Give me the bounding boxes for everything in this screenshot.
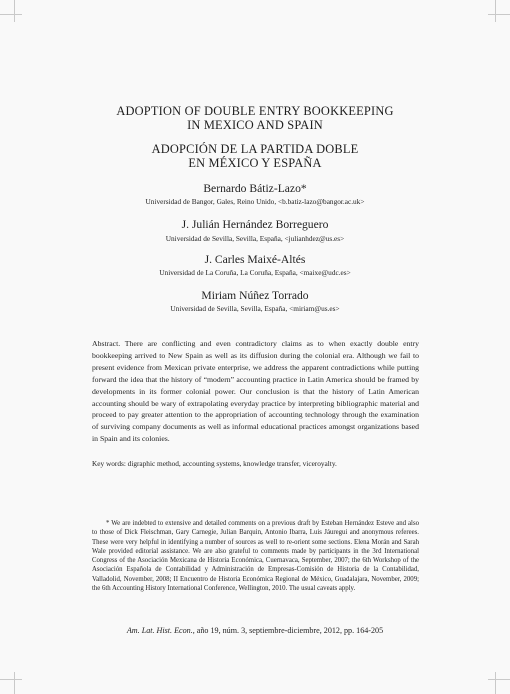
author-name: J. Carles Maixé-Altés xyxy=(204,253,306,266)
title-line: ADOPCIÓN DE LA PARTIDA DOBLE xyxy=(151,142,359,156)
crop-mark xyxy=(14,672,15,694)
title-spanish xyxy=(60,142,450,170)
author-name: Miriam Núñez Torrado xyxy=(201,289,309,302)
author-affiliation: Universidad de Sevilla, Sevilla, España, <julianhdez@us.es> xyxy=(165,234,345,243)
title-line: IN MEXICO AND SPAIN xyxy=(187,118,323,132)
footnote: * We are indebted to extensive and detailed comments on a previous draft by Esteban Hernández Esteve and also to those of Dick Fleischman, Gary Carnegie, Julian Barquin, Antonio Ibarra, Luis Jáuregui and anonymous referees. These were very helpful in identifying a number of sources as well to re-orient some sections. Elena Morán and Sarah Wale provided editorial assistance. We are also grateful to comments made by participants in the 3rd International Congress of the Asociación Mexicana de Historia Económica, Cuernavaca, September, 2007; the 6th Workshop of the Asociación Española de Contabilidad y Administración de Empresas-Comisión de Historia de la Contabilidad, Valladolid, November, 2008; II Encuentro de Historia Económica Regional de México, Guadalajara, November, 2009; the 6th Accounting History International Conference, Wellington, 2010. The usual caveats apply. xyxy=(92,520,419,593)
crop-mark xyxy=(495,0,496,22)
crop-mark xyxy=(0,14,22,15)
title-line: ADOPTION OF DOUBLE ENTRY BOOKKEEPING xyxy=(116,104,394,118)
author-affiliation: Universidad de La Coruña, La Coruña, España, <maixe@udc.es> xyxy=(159,268,351,277)
crop-mark xyxy=(0,679,22,680)
crop-mark xyxy=(495,672,496,694)
abstract: Abstract. There are conflicting and even contradictory claims as to when exactly double entry bookkeeping arrived to New Spain as well as its diffusion during the colonial era. Although we fail to present evidence from Mexican private enterprise, we address the apparent contradictions while putting forward the idea that the history of “modern” accounting practice in Latin America should be framed by developments in its former colonial power. Our conclusion is that the history of Latin American accounting should be wary of extrapolating everyday practice by interpreting bibliographic material and proceed to pay greater attention to the appropriation of accounting technology through the examination of surviving company documents as well as informal educational practices amongst organizations based in Spain and its colonies. xyxy=(92,339,419,444)
crop-mark xyxy=(488,679,510,680)
journal-title: Am. Lat. Hist. Econ. xyxy=(126,626,193,635)
crop-mark xyxy=(488,14,510,15)
author-name: Bernardo Bátiz-Lazo* xyxy=(203,182,307,195)
author-name: J. Julián Hernández Borreguero xyxy=(181,218,329,231)
journal-citation xyxy=(60,626,450,636)
author-affiliation: Universidad de Bangor, Gales, Reino Unido, <b.batiz-lazo@bangor.ac.uk> xyxy=(145,197,365,206)
citation-details: , año 19, núm. 3, septiembre-diciembre, 2012, pp. 164-205 xyxy=(192,626,384,635)
keywords: Key words: digraphic method, accounting systems, knowledge transfer, viceroyalty. xyxy=(92,459,337,468)
author-affiliation: Universidad de Sevilla, Sevilla, España, <miriam@us.es> xyxy=(170,304,340,313)
crop-mark xyxy=(14,0,15,22)
title-english xyxy=(60,104,450,132)
title-line: EN MÉXICO Y ESPAÑA xyxy=(188,156,322,170)
